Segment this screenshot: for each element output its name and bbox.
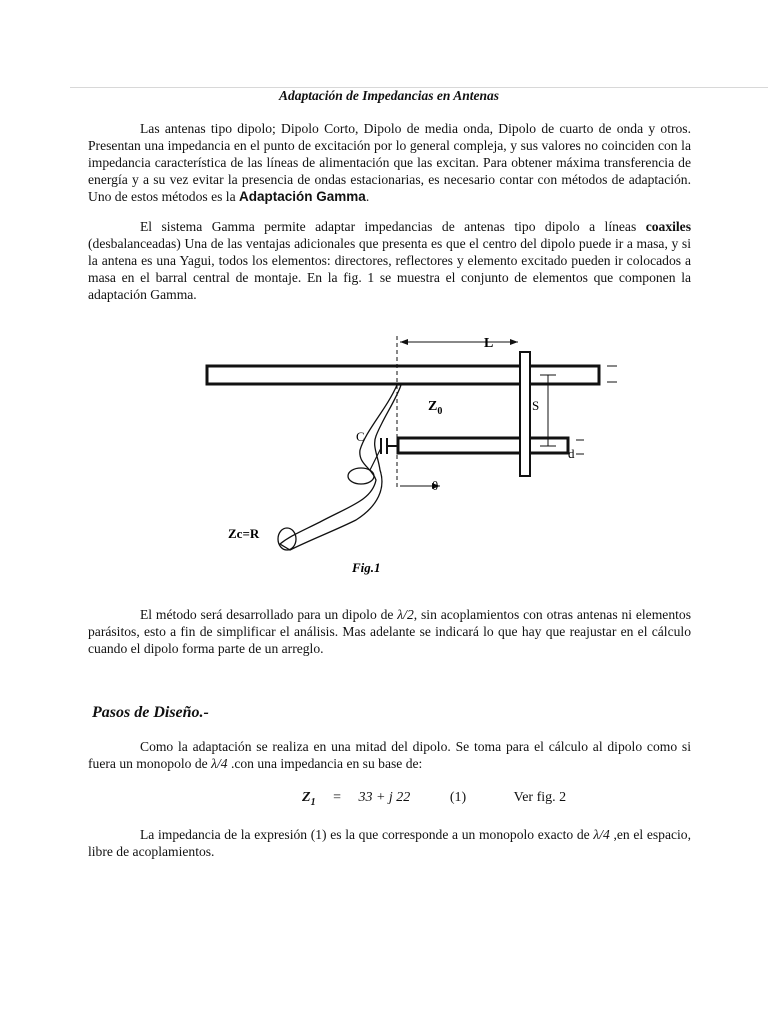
equation-figure-ref: Ver fig. 2: [513, 790, 567, 805]
paragraph-intro: [88, 120, 691, 205]
dimension-L-arrow-left: [400, 339, 408, 345]
label-S: S: [532, 398, 540, 413]
paragraph-method: [88, 606, 691, 657]
paragraph-method-text-b: , sin acoplamientos con otras antenas ni elementos parásitos, esto a fin de simplificar el análisis. Mas adelante se indicará lo que hay que reajustar en el cálculo cuando el dipolo forma parte de un arreglo.: [88, 607, 691, 656]
paragraph-design-text-b: .con una impedancia en su base de:: [230, 756, 423, 771]
lambda-quarter-2: λ/4: [593, 827, 610, 842]
section-title-design-steps: Pasos de Diseño.-: [92, 704, 209, 721]
equation-equals: =: [333, 790, 341, 805]
equation-1: [302, 790, 566, 808]
document-title: Adaptación de Impedancias en Antenas: [278, 88, 499, 103]
label-Z0: $Z_0$: [428, 399, 443, 417]
equation-lhs: $Z_1$: [302, 790, 316, 808]
paragraph-gamma-text-b: (desbalanceadas) Una de las ventajas adicionales que presenta es que el centro del dipolo puede ir a masa, y si la antena es una Yagui, todos los elementos: directores, reflectores y elemento excitado pueden ir colocados a masa en el barral central de montaje. En la fig. 1 se muestra el conjunto de elementos que componen la adaptación Gamma.: [88, 236, 691, 302]
coax-cable-end: [348, 468, 374, 484]
paragraph-gamma-system: [88, 218, 691, 303]
gamma-emphasis: Adaptación Gamma: [239, 189, 366, 204]
equation-number: (1): [449, 790, 467, 805]
paragraph-impedance: [88, 826, 691, 860]
paragraph-intro-text: Las antenas tipo dipolo; Dipolo Corto, Dipolo de media onda, Dipolo de cuarto de onda y otros. Presentan una impedancia en el punto de excitación por lo general compleja, y sus valores no coinciden con la impedancia característica de las líneas de alimentación que las excitan. Para obtener máxima transferencia de energía y a su vez evitar la presencia de ondas estacionarias, es necesario contar con métodos de adaptación. Uno de estos métodos es la: [88, 121, 691, 204]
dimension-L-arrow-right: [510, 339, 518, 345]
equation-rhs: 33 + j 22: [358, 790, 411, 805]
label-theta: θ: [432, 478, 439, 493]
gamma-match-figure: [200, 330, 620, 590]
paragraph-impedance-text-b: ,en el espacio, libre de acoplamientos.: [88, 827, 691, 859]
lambda-quarter: λ/4: [211, 756, 228, 771]
paragraph-intro-end: .: [365, 189, 370, 204]
label-C: C: [356, 429, 365, 444]
paragraph-design: [88, 738, 691, 772]
paragraph-design-text-a: Como la adaptación se realiza en una mitad del dipolo. Se toma para el cálculo al dipolo como si fuera un monopolo de: [88, 739, 691, 771]
paragraph-gamma-text-a: El sistema Gamma permite adaptar impedancias de antenas tipo dipolo a líneas: [140, 219, 637, 234]
label-d: d: [568, 446, 575, 461]
label-L: L: [484, 336, 494, 351]
paragraph-method-text-a: El método será desarrollado para un dipolo de: [140, 607, 394, 622]
shorting-bar: [520, 352, 530, 476]
coaxiles-bold: coaxiles: [645, 219, 691, 234]
paragraph-impedance-text-a: La impedancia de la expresión (1) es la que corresponde a un monopolo exacto de: [140, 827, 590, 842]
label-Zc: Zc=R: [228, 526, 260, 541]
coax-cable: [280, 385, 401, 550]
lambda-half: λ/2: [397, 607, 414, 622]
figure-caption: Fig.1: [352, 560, 381, 575]
